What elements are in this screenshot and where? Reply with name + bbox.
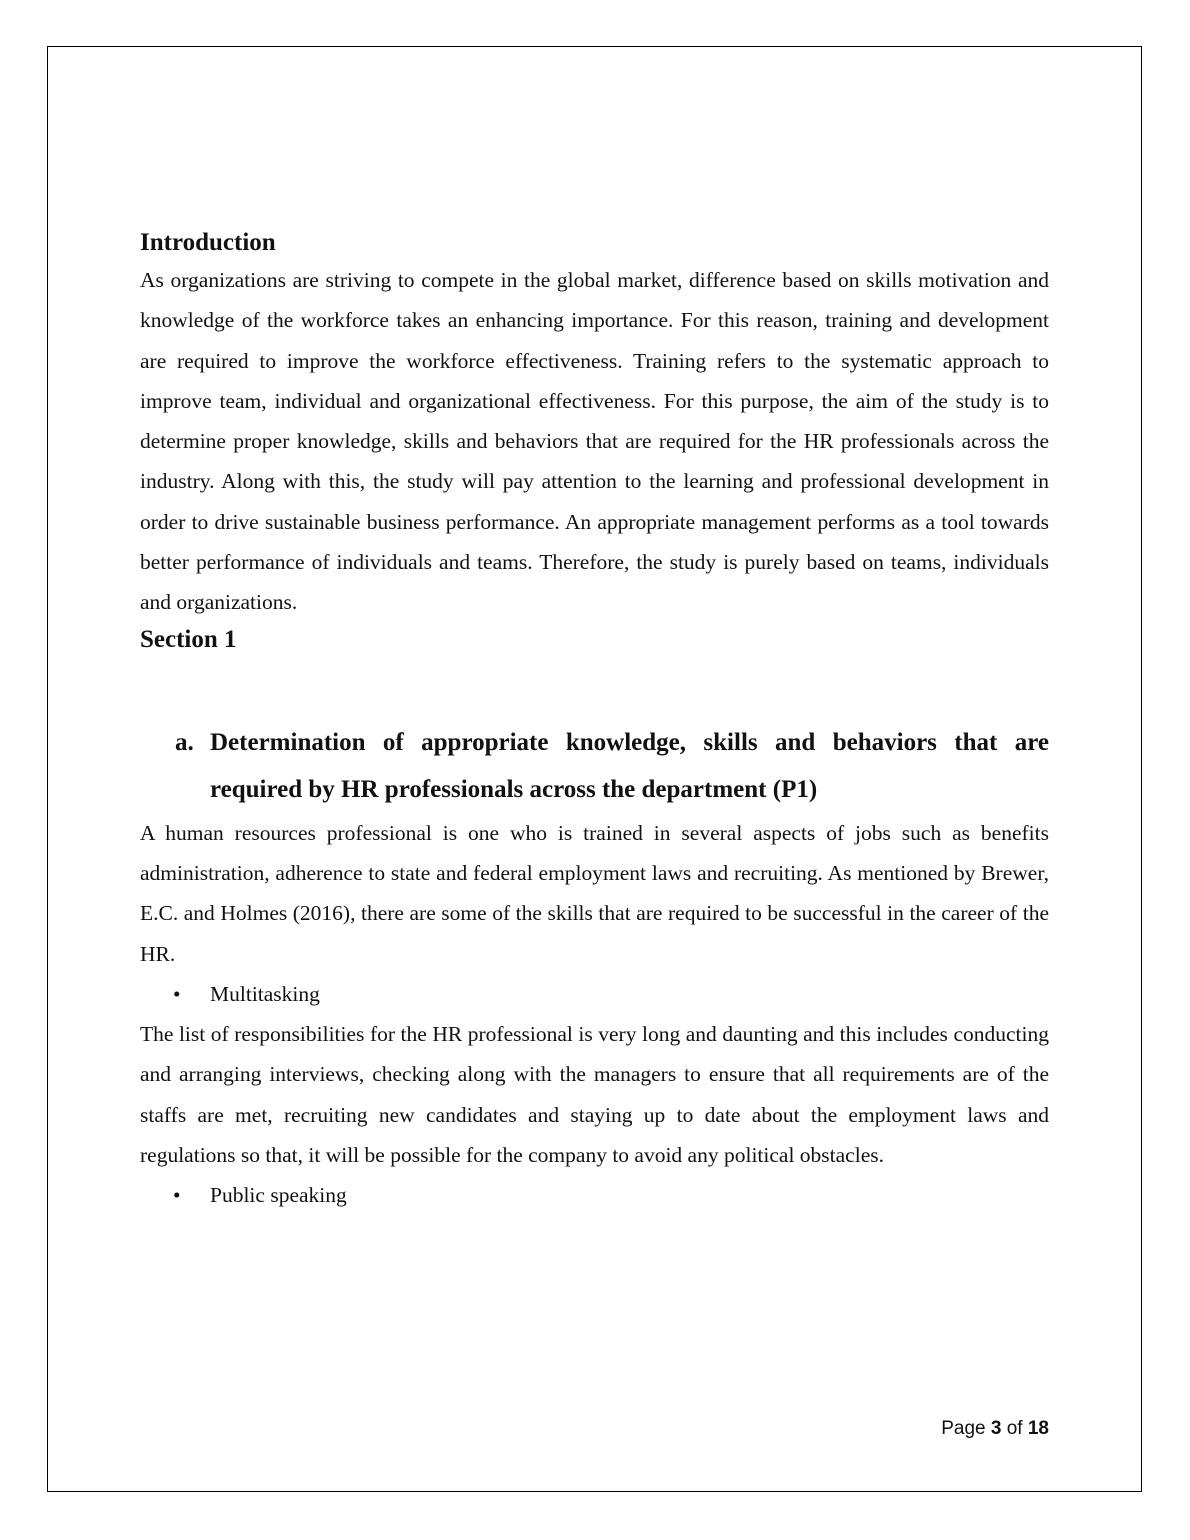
bullet-label: Public speaking	[210, 1183, 347, 1208]
document-body	[140, 226, 1049, 1216]
bullet-icon: •	[173, 1183, 181, 1208]
bullet-icon: •	[173, 981, 181, 1006]
current-page-number: 3	[990, 1418, 1002, 1439]
introduction-heading: Introduction	[140, 229, 276, 256]
of-word: of	[1006, 1418, 1023, 1439]
bullet-label: Multitasking	[210, 981, 320, 1006]
subsection-a-heading	[140, 719, 1049, 813]
subsection-a-marker: a.	[175, 728, 194, 756]
multitasking-paragraph: The list of responsibilities for the HR professional is very long and daunting and this includes conducting and arranging interviews, checking along with the managers to ensure that all requirements are of the staffs are met, recruiting new candidates and staying up to date about the employment laws and regulations so that, it will be possible for the company to avoid any political obstacles.	[140, 1022, 1049, 1168]
bullet-item-public-speaking	[140, 1175, 1049, 1215]
page-word: Page	[941, 1418, 986, 1439]
bullet-item-multitasking	[140, 974, 1049, 1014]
section-1-heading: Section 1	[140, 625, 237, 653]
total-pages-number: 18	[1027, 1418, 1049, 1439]
introduction-paragraph: As organizations are striving to compete in the global market, difference based on skills motivation and knowledge of the workforce takes an enhancing importance. For this reason, training and development are required to improve the workforce effectiveness. Training refers to the systematic approach to improve team, individual and organizational effectiveness. For this purpose, the aim of the study is to determine proper knowledge, skills and behaviors that are required for the HR professionals across the industry. Along with this, the study will pay attention to the learning and professional development in order to drive sustainable business performance. An appropriate management performs as a tool towards better performance of individuals and teams. Therefore, the study is purely based on teams, individuals and organizations.	[140, 268, 1049, 615]
page-number-footer	[941, 1418, 1049, 1440]
subsection-a-paragraph: A human resources professional is one who is trained in several aspects of jobs such as benefits administration, adherence to state and federal employment laws and recruiting. As mentioned by Brewer, E.C. and Holmes (2016), there are some of the skills that are required to be successful in the career of the HR.	[140, 820, 1049, 966]
subsection-a-title: Determination of appropriate knowledge, skills and behaviors that are required by HR professionals across the department (P1)	[210, 728, 1049, 803]
